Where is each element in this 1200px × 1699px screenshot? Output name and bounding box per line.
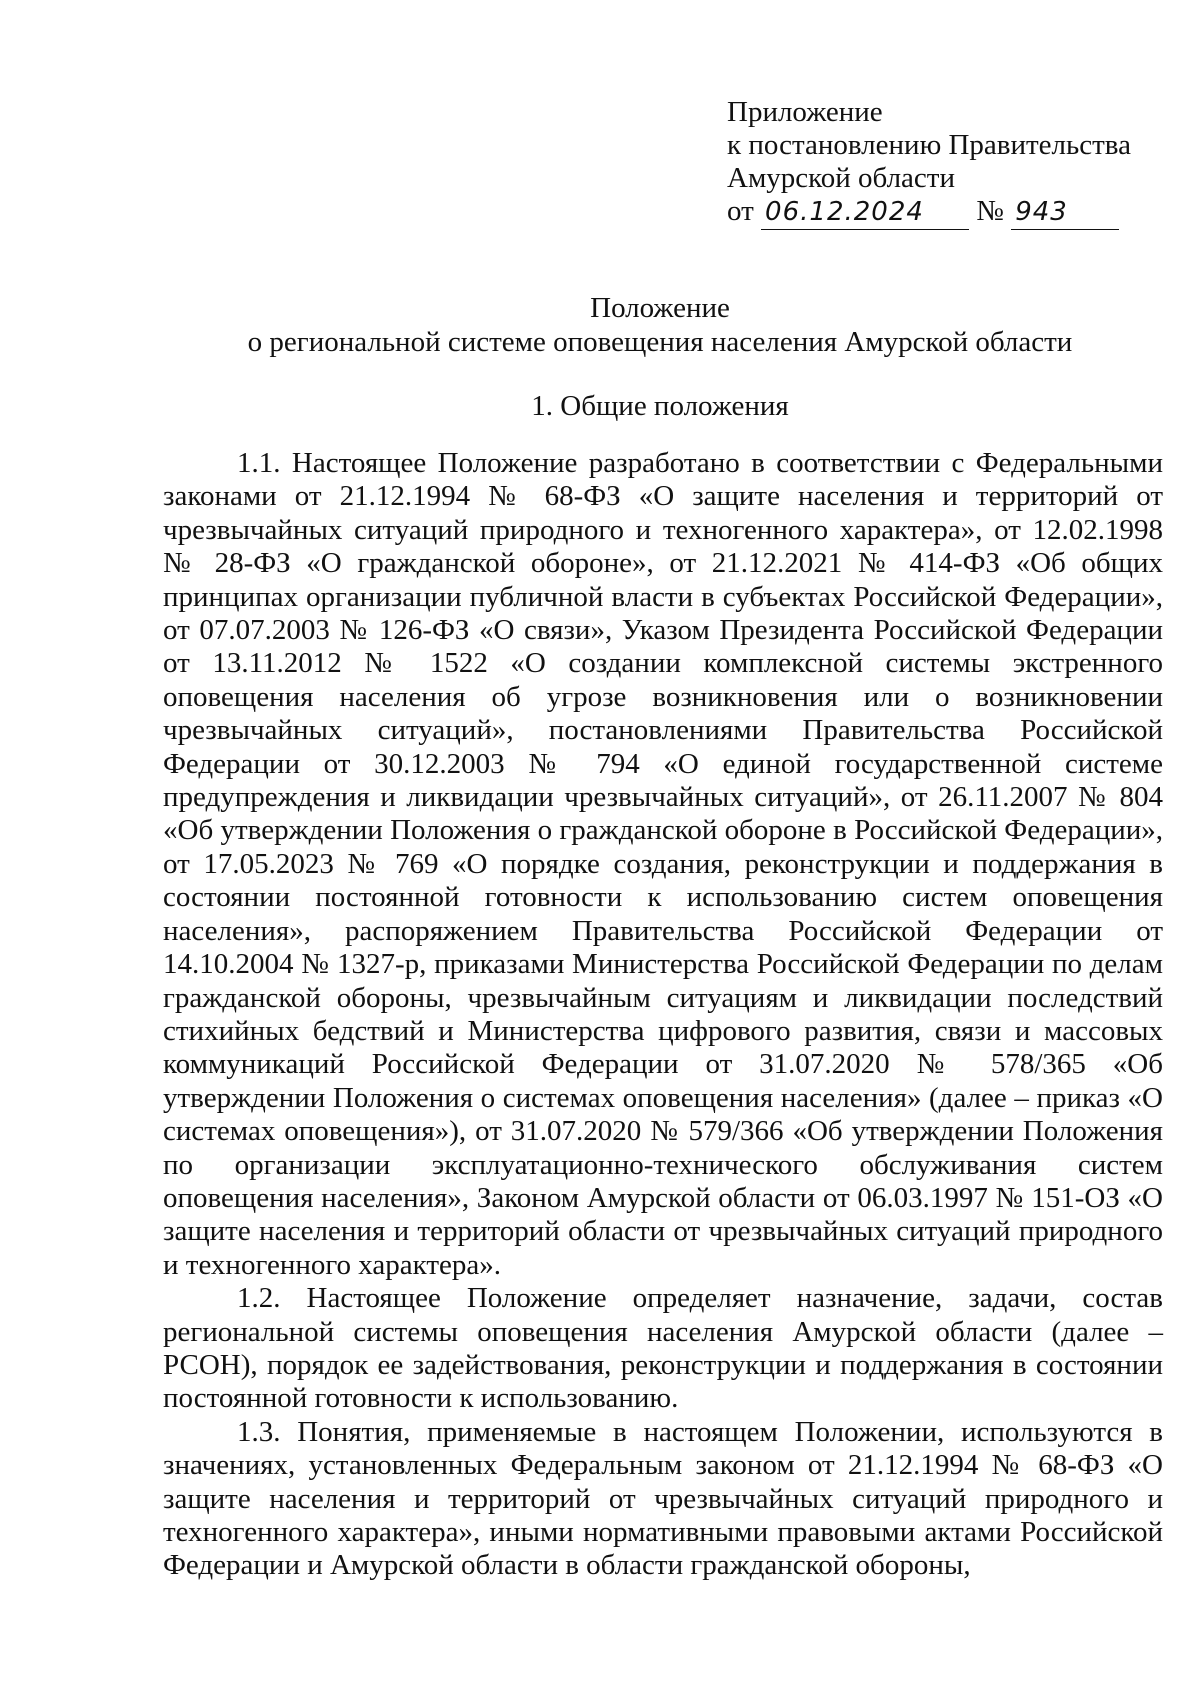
- handwritten-number: 943: [1011, 196, 1119, 230]
- paragraph-1-3: 1.3. Понятия, применяемые в настоящем Положении, используются в значениях, установленных Федеральным законом от 21.12.1994 № 68-ФЗ «О защите населения и территорий от чрезвычайных ситуаций природного и техногенного характера», иными нормативными правовыми актами Российской Федерации и Амурской области в области гражданской обороны,: [163, 1415, 1163, 1582]
- appendix-region: Амурской области: [727, 162, 955, 194]
- number-label: №: [976, 195, 1004, 227]
- from-label: от: [727, 195, 754, 227]
- handwritten-date: 06.12.2024: [761, 196, 969, 230]
- paragraph-1-2: 1.2. Настоящее Положение определяет назначение, задачи, состав региональной системы оповещения населения Амурской области (далее – РСОН), порядок ее задействования, реконструкции и поддержания в состоянии постоянной готовности к использованию.: [163, 1282, 1163, 1415]
- appendix-label: Приложение: [727, 96, 883, 128]
- document-title: [160, 291, 1160, 359]
- appendix-to-resolution: к постановлению Правительства: [727, 129, 1131, 161]
- section-heading: 1. Общие положения: [531, 390, 789, 422]
- document-title-line2: о региональной системе оповещения населения Амурской области: [247, 326, 1073, 358]
- document-title-line1: Положение: [590, 292, 730, 324]
- paragraph-1-1: 1.1. Настоящее Положение разработано в соответствии с Федеральными законами от 21.12.1994 № 68-ФЗ «О защите населения и территорий от чрезвычайных ситуаций природного и техногенного характера», от 12.02.1998 № 28-ФЗ «О гражданской обороне», от 21.12.2021 № 414-ФЗ «Об общих принципах организации публичной власти в субъектах Российской Федерации», от 07.07.2003 № 126-ФЗ «О связи», Указом Президента Российской Федерации от 13.11.2012 № 1522 «О создании комплексной системы экстренного оповещения населения об угрозе возникновения или о возникновении чрезвычайных ситуаций», постановлениями Правительства Российской Федерации от 30.12.2003 № 794 «О единой государственной системе предупреждения и ликвидации чрезвычайных ситуаций», от 26.11.2007 № 804 «Об утверждении Положения о гражданской обороне в Российской Федерации», от 17.05.2023 № 769 «О порядке создания, реконструкции и поддержания в состоянии постоянной готовности к использованию систем оповещения населения», распоряжением Правительства Российской Федерации от 14.10.2004 № 1327-р, приказами Министерства Российской Федерации по делам гражданской обороны, чрезвычайным ситуациям и ликвидации последствий стихийных бедствий и Министерства цифрового развития, связи и массовых коммуникаций Российской Федерации от 31.07.2020 № 578/365 «Об утверждении Положения о системах оповещения населения» (далее – приказ «О системах оповещения»), от 31.07.2020 № 579/366 «Об утверждении Положения по организации эксплуатационно-технического обслуживания систем оповещения населения», Законом Амурской области от 06.03.1997 № 151-ОЗ «О защите населения и территорий области от чрезвычайных ситуаций природного и техногенного характера».: [163, 447, 1163, 1281]
- appendix-header: [727, 96, 1167, 230]
- document-body: [163, 447, 1163, 1583]
- appendix-date-number: [727, 195, 1167, 230]
